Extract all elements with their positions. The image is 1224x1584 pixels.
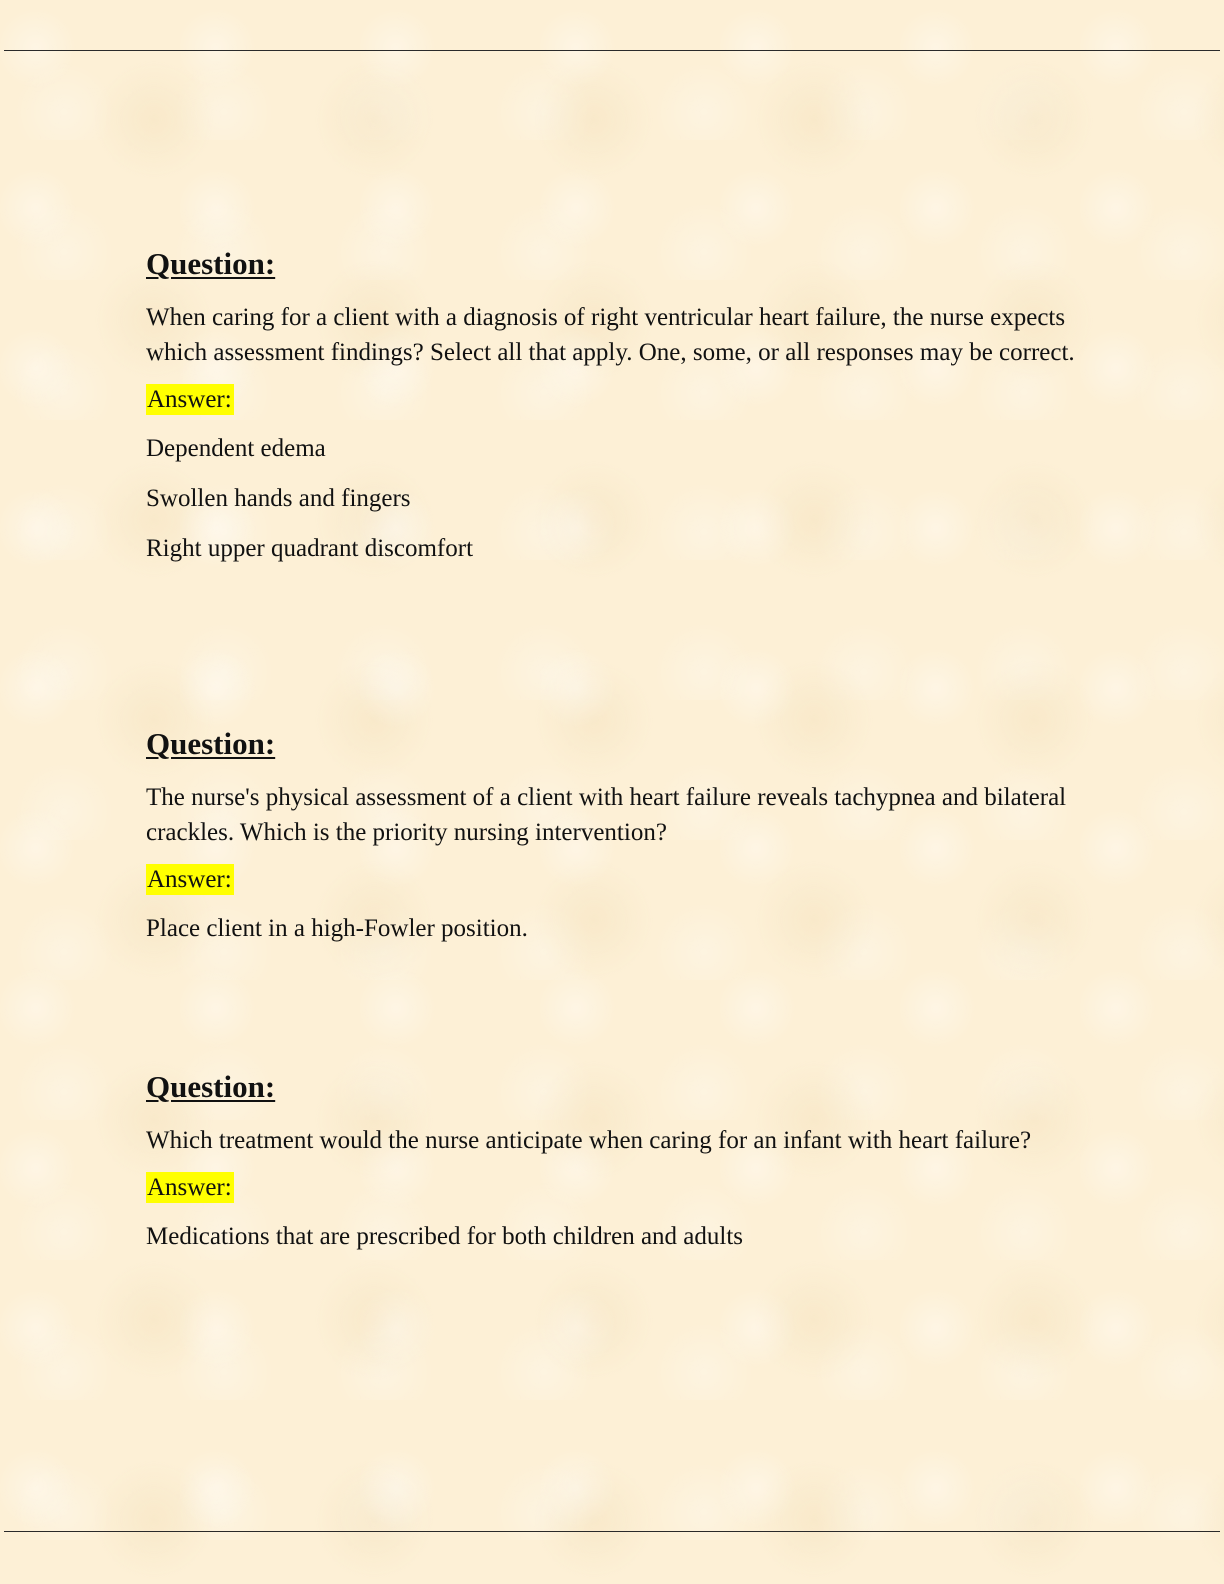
qa-item-1	[146, 246, 1086, 583]
footer-rule	[4, 1531, 1220, 1532]
question-heading: Question:	[146, 726, 276, 761]
answer-line: Right upper quadrant discomfort	[146, 535, 474, 562]
qa-item-3	[146, 1069, 1086, 1271]
question-text: The nurse's physical assessment of a client with heart failure reveals tachypnea and bilateral crackles. Which is the priority nursing intervention?	[146, 784, 1067, 846]
question-heading: Question:	[146, 1069, 276, 1104]
qa-item-2	[146, 726, 1086, 963]
answer-line: Place client in a high-Fowler position.	[146, 915, 528, 942]
question-heading: Question:	[146, 246, 276, 281]
answer-label: Answer:	[147, 1174, 232, 1201]
header-rule	[4, 50, 1220, 51]
question-text: Which treatment would the nurse anticipate when caring for an infant with heart failure?	[146, 1127, 1032, 1154]
answer-line: Medications that are prescribed for both children and adults	[146, 1223, 744, 1250]
answer-line: Swollen hands and fingers	[146, 485, 411, 512]
answer-line: Dependent edema	[146, 435, 326, 462]
answer-label: Answer:	[147, 866, 232, 893]
answer-label: Answer:	[147, 386, 232, 413]
question-text: When caring for a client with a diagnosis of right ventricular heart failure, the nurse expects which assessment findings? Select all that apply. One, some, or all responses may be correct.	[146, 304, 1075, 366]
